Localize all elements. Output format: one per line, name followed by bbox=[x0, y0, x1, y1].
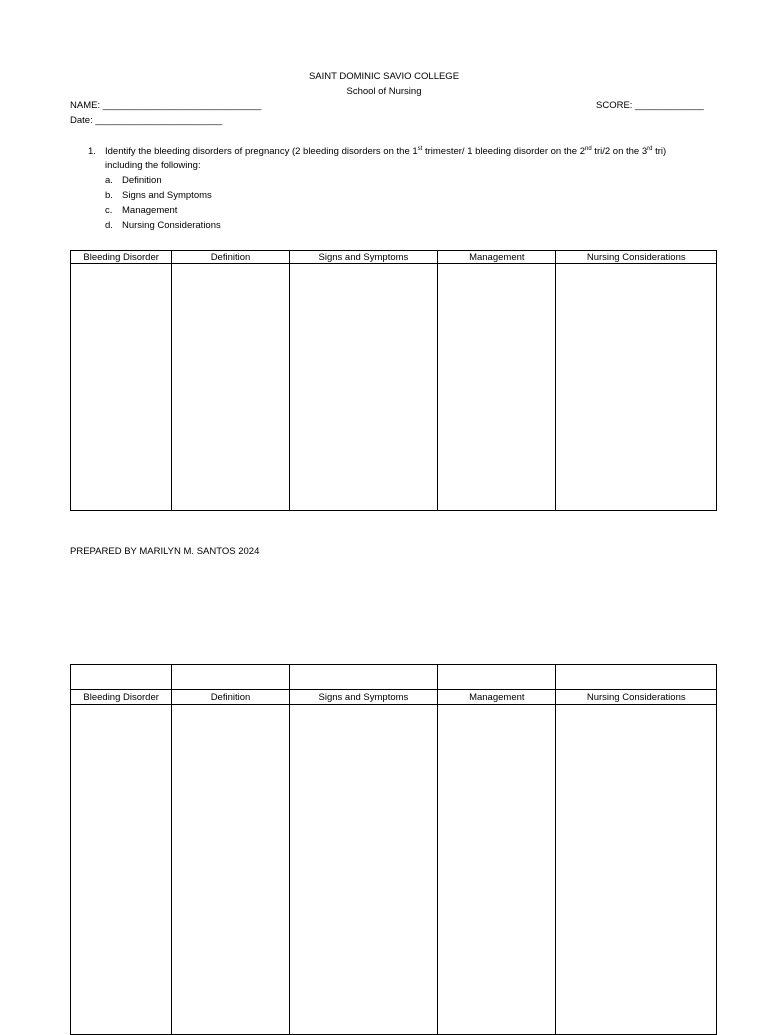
table-header-row bbox=[71, 690, 717, 705]
header-bleeding-disorder: Bleeding Disorder bbox=[71, 690, 172, 705]
list-item-signs: Signs and Symptoms bbox=[122, 190, 212, 201]
header-management: Management bbox=[438, 690, 556, 705]
table-row bbox=[71, 705, 717, 1035]
table-row bbox=[71, 264, 717, 511]
header-definition: Definition bbox=[172, 251, 289, 264]
instruction-text-b: trimester/ 1 bleeding disorder on the 2 bbox=[422, 146, 585, 157]
worksheet-table-1 bbox=[70, 250, 717, 511]
instruction-number: 1. bbox=[88, 146, 96, 157]
institution-title: SAINT DOMINIC SAVIO COLLEGE bbox=[308, 71, 460, 82]
answer-cell[interactable] bbox=[438, 665, 556, 690]
header-signs-symptoms: Signs and Symptoms bbox=[289, 690, 437, 705]
answer-cell[interactable] bbox=[71, 264, 172, 511]
score-field: SCORE: _____________ bbox=[596, 100, 704, 111]
header-signs-symptoms: Signs and Symptoms bbox=[289, 251, 437, 264]
instruction-text-d: tri) bbox=[652, 146, 667, 157]
header-definition: Definition bbox=[172, 690, 289, 705]
list-item-nursing: Nursing Considerations bbox=[122, 220, 221, 231]
table-row bbox=[71, 665, 717, 690]
name-field: NAME: ______________________________ bbox=[70, 100, 262, 111]
header-nursing-considerations: Nursing Considerations bbox=[556, 251, 717, 264]
answer-cell[interactable] bbox=[289, 665, 437, 690]
worksheet-table-2 bbox=[70, 664, 717, 1035]
answer-cell[interactable] bbox=[172, 705, 289, 1035]
instruction-text-a: Identify the bleeding disorders of pregnancy (2 bleeding disorders on the 1 bbox=[105, 146, 418, 157]
instruction-line-1 bbox=[105, 146, 666, 157]
school-subtitle: School of Nursing bbox=[346, 86, 422, 97]
instruction-text-c: tri/2 on the 3 bbox=[591, 146, 648, 157]
answer-cell[interactable] bbox=[71, 705, 172, 1035]
answer-cell[interactable] bbox=[172, 264, 289, 511]
answer-cell[interactable] bbox=[289, 264, 437, 511]
answer-cell[interactable] bbox=[71, 665, 172, 690]
answer-cell[interactable] bbox=[438, 264, 556, 511]
list-item-letter: a. bbox=[105, 175, 113, 186]
table-header-row bbox=[71, 251, 717, 264]
answer-cell[interactable] bbox=[556, 264, 717, 511]
answer-cell[interactable] bbox=[556, 665, 717, 690]
header-bleeding-disorder: Bleeding Disorder bbox=[71, 251, 172, 264]
superscript-1: st bbox=[417, 146, 423, 152]
date-field: Date: ________________________ bbox=[70, 115, 223, 126]
list-item-letter: b. bbox=[105, 190, 113, 201]
superscript-2: nd bbox=[584, 146, 592, 152]
answer-cell[interactable] bbox=[556, 705, 717, 1035]
list-item-letter: c. bbox=[105, 205, 113, 216]
header-management: Management bbox=[438, 251, 556, 264]
answer-cell[interactable] bbox=[172, 665, 289, 690]
answer-cell[interactable] bbox=[289, 705, 437, 1035]
prepared-by: PREPARED BY MARILYN M. SANTOS 2024 bbox=[70, 546, 260, 557]
list-item-management: Management bbox=[122, 205, 178, 216]
answer-cell[interactable] bbox=[438, 705, 556, 1035]
list-item-letter: d. bbox=[105, 220, 113, 231]
header-nursing-considerations: Nursing Considerations bbox=[556, 690, 717, 705]
instruction-line-2: including the following: bbox=[105, 160, 201, 171]
superscript-3: rd bbox=[647, 146, 653, 152]
list-item-definition: Definition bbox=[122, 175, 162, 186]
